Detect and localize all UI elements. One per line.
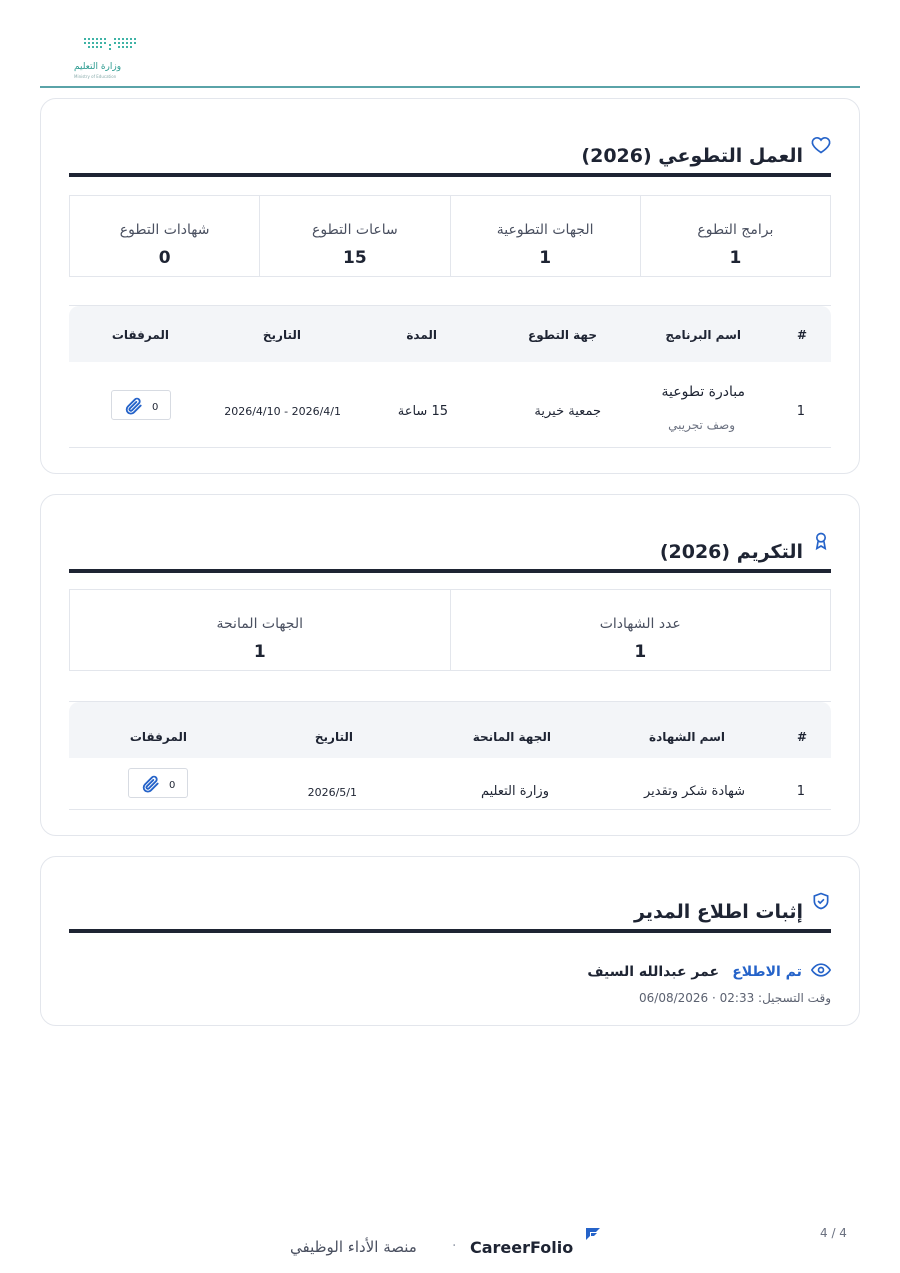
footer-separator: · (452, 1238, 457, 1254)
stat-hours (259, 196, 449, 276)
stat-label: الجهات التطوعية (496, 222, 594, 238)
col-certificate: اسم الشهادة (648, 730, 725, 744)
stat-label: الجهات المانحة (216, 616, 303, 632)
col-attachments: المرفقات (111, 328, 169, 342)
program-name: مبادرة تطوعية (661, 384, 745, 400)
col-attachments: المرفقات (129, 730, 187, 744)
platform-name: منصة الأداء الوظيفي (290, 1238, 417, 1256)
col-date: التاريخ (262, 328, 301, 342)
volunteer-card (40, 98, 860, 474)
col-duration: المدة (406, 328, 437, 342)
table-header (69, 702, 831, 758)
stat-label: ساعات التطوع (312, 222, 398, 238)
honors-title-row (69, 533, 831, 573)
attachments-count: 0 (152, 402, 159, 413)
award-icon (811, 531, 831, 551)
ministry-logo (56, 34, 146, 82)
volunteer-title-row (69, 137, 831, 177)
stat-organizations (450, 196, 640, 276)
honors-stats (69, 589, 831, 671)
stat-value: 1 (539, 248, 552, 268)
careerfolio-logo-icon (584, 1226, 602, 1244)
col-program: اسم البرنامج (665, 328, 741, 342)
seen-label: تم الاطلاع (732, 964, 802, 980)
volunteer-organization: جمعية خيرية (534, 404, 601, 419)
volunteer-duration: 15 ساعة (397, 404, 448, 419)
manager-name: عمر عبدالله السيف (587, 964, 720, 980)
attachments-button[interactable] (128, 768, 188, 798)
manager-card (40, 856, 860, 1026)
table-row (69, 758, 831, 810)
stat-value: 1 (634, 642, 647, 662)
stat-grantors (70, 590, 450, 670)
volunteer-table (69, 305, 831, 448)
page-number: 4 / 4 (820, 1226, 847, 1240)
stat-certificates (70, 196, 259, 276)
col-date: التاريخ (314, 730, 353, 744)
col-number: # (796, 328, 807, 342)
logo-text: وزارة التعليم (74, 62, 122, 72)
row-number: 1 (796, 784, 805, 799)
paperclip-icon (141, 774, 161, 794)
col-grantor: الجهة المانحة (472, 730, 551, 744)
honors-table (69, 701, 831, 810)
col-number: # (796, 730, 807, 744)
volunteer-date: 2026/4/1 - 2026/4/10 (224, 405, 341, 418)
stat-programs (640, 196, 830, 276)
row-number: 1 (796, 404, 805, 419)
heart-icon (811, 135, 831, 155)
certificate-date: 2026/5/1 (307, 786, 357, 799)
manager-title: إثبات اطلاع المدير (634, 901, 803, 923)
attachments-button[interactable] (111, 390, 171, 420)
attachments-count: 0 (169, 780, 176, 791)
stat-value: 15 (343, 248, 367, 268)
honors-title: التكريم (2026) (659, 541, 803, 563)
program-description: وصف تجريبي (668, 418, 735, 432)
table-header (69, 306, 831, 362)
seen-row (587, 961, 831, 983)
stat-value: 1 (729, 248, 742, 268)
stat-label: برامج التطوع (697, 222, 774, 238)
table-row (69, 362, 831, 448)
page-footer (0, 1222, 900, 1262)
stat-label: عدد الشهادات (599, 616, 681, 632)
eye-icon (811, 962, 831, 978)
certificate-name: شهادة شكر وتقدير (643, 784, 745, 799)
honors-card (40, 494, 860, 836)
volunteer-stats (69, 195, 831, 277)
registered-time: وقت التسجيل: 02:33 · 06/08/2026 (639, 991, 831, 1005)
stat-certificate-count (450, 590, 831, 670)
stat-value: 0 (158, 248, 171, 268)
col-organization: جهة التطوع (528, 328, 597, 342)
logo-subtext: Ministry of Education (74, 74, 117, 79)
manager-title-row (69, 893, 831, 933)
stat-value: 1 (253, 642, 266, 662)
shield-check-icon (811, 891, 831, 911)
brand-name: CareerFolio (470, 1238, 574, 1257)
page-header (40, 30, 860, 88)
certificate-grantor: وزارة التعليم (480, 784, 549, 799)
volunteer-title: العمل التطوعي (2026) (581, 145, 803, 167)
stat-label: شهادات التطوع (119, 222, 210, 238)
paperclip-icon (124, 396, 144, 416)
